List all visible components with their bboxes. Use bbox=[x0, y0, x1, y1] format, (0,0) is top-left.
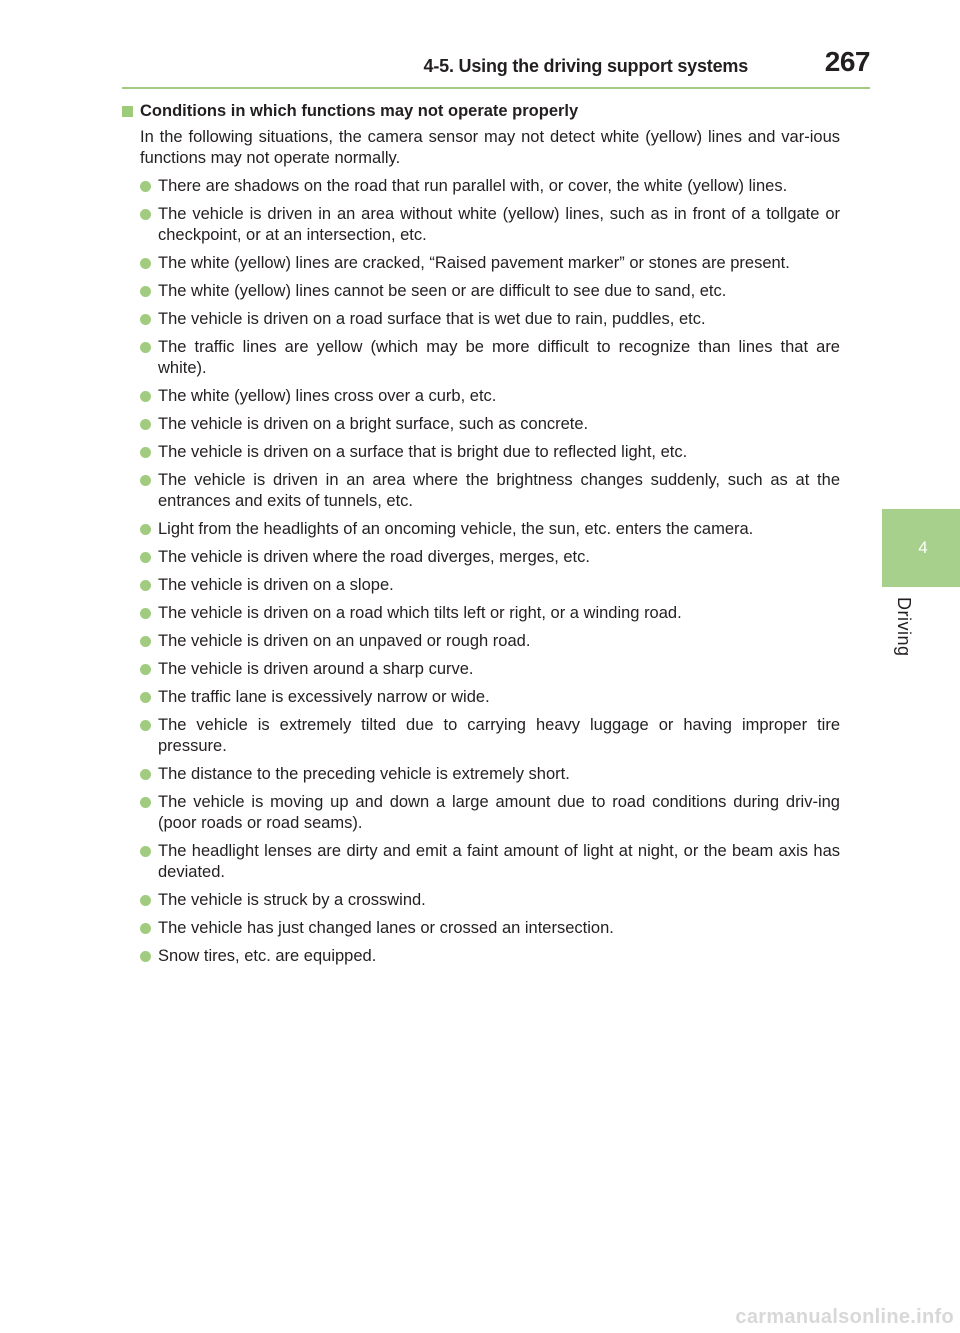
page-number: 267 bbox=[824, 46, 870, 77]
list-item-text: The vehicle is driven on a road which tilts left or right, or a winding road. bbox=[158, 604, 682, 622]
list-item-text: The vehicle is driven on a slope. bbox=[158, 576, 394, 594]
square-bullet-icon bbox=[122, 106, 133, 117]
list-item-text: The distance to the preceding vehicle is extremely short. bbox=[158, 765, 570, 783]
list-item bbox=[122, 764, 840, 785]
list-item bbox=[122, 470, 840, 512]
list-item-text: There are shadows on the road that run parallel with, or cover, the white (yellow) lines. bbox=[158, 177, 788, 195]
list-item bbox=[122, 918, 840, 939]
round-bullet-icon bbox=[140, 636, 151, 647]
list-item bbox=[122, 176, 840, 197]
list-item-text: The vehicle is driven on a road surface that is wet due to rain, puddles, etc. bbox=[158, 310, 706, 328]
round-bullet-icon bbox=[140, 286, 151, 297]
list-item bbox=[122, 659, 840, 680]
round-bullet-icon bbox=[140, 664, 151, 675]
round-bullet-icon bbox=[140, 608, 151, 619]
list-item-text: The vehicle is extremely tilted due to carrying heavy luggage or having improper tire pressure. bbox=[158, 716, 840, 755]
list-item-text: Snow tires, etc. are equipped. bbox=[158, 947, 377, 965]
list-item-text: The vehicle is moving up and down a large amount due to road conditions during driv-ing (poor roads or road seams). bbox=[158, 793, 840, 832]
list-item-text: The vehicle is driven where the road diverges, merges, etc. bbox=[158, 548, 590, 566]
round-bullet-icon bbox=[140, 720, 151, 731]
list-item-text: The vehicle is driven on an unpaved or rough road. bbox=[158, 632, 531, 650]
list-item bbox=[122, 442, 840, 463]
list-item-text: The headlight lenses are dirty and emit a faint amount of light at night, or the beam axis has deviated. bbox=[158, 842, 840, 881]
list-item-text: The traffic lines are yellow (which may be more difficult to recognize than lines that are white). bbox=[158, 338, 840, 377]
round-bullet-icon bbox=[140, 769, 151, 780]
round-bullet-icon bbox=[140, 342, 151, 353]
round-bullet-icon bbox=[140, 692, 151, 703]
round-bullet-icon bbox=[140, 258, 151, 269]
list-item-text: The traffic lane is excessively narrow or wide. bbox=[158, 688, 490, 706]
list-item bbox=[122, 631, 840, 652]
list-item-text: The white (yellow) lines are cracked, “Raised pavement marker” or stones are present. bbox=[158, 254, 790, 272]
chapter-label: Driving bbox=[894, 597, 914, 657]
section-heading-text: Conditions in which functions may not operate properly bbox=[140, 102, 579, 120]
round-bullet-icon bbox=[140, 314, 151, 325]
list-item bbox=[122, 603, 840, 624]
list-item bbox=[122, 253, 840, 274]
list-item bbox=[122, 841, 840, 883]
list-item bbox=[122, 687, 840, 708]
round-bullet-icon bbox=[140, 797, 151, 808]
list-item bbox=[122, 715, 840, 757]
round-bullet-icon bbox=[140, 419, 151, 430]
list-item-text: The vehicle is struck by a crosswind. bbox=[158, 891, 426, 909]
list-item-text: The vehicle is driven around a sharp curve. bbox=[158, 660, 474, 678]
list-item bbox=[122, 519, 840, 540]
chapter-tab bbox=[882, 509, 960, 587]
header-divider bbox=[122, 87, 870, 89]
list-item-text: The vehicle is driven on a surface that is bright due to reflected light, etc. bbox=[158, 443, 688, 461]
watermark: carmanualsonline.info bbox=[735, 1306, 954, 1328]
list-item-text: The vehicle is driven on a bright surface, such as concrete. bbox=[158, 415, 589, 433]
list-item bbox=[122, 337, 840, 379]
list-item-text: The white (yellow) lines cannot be seen or are difficult to see due to sand, etc. bbox=[158, 282, 727, 300]
list-item bbox=[122, 946, 840, 967]
list-item-text: Light from the headlights of an oncoming vehicle, the sun, etc. enters the camera. bbox=[158, 520, 754, 538]
round-bullet-icon bbox=[140, 524, 151, 535]
list-item-text: The vehicle is driven in an area where the brightness changes suddenly, such as at the entrances and exits of tunnels, etc. bbox=[158, 471, 840, 510]
round-bullet-icon bbox=[140, 895, 151, 906]
list-item bbox=[122, 281, 840, 302]
chapter-number: 4 bbox=[918, 538, 928, 557]
list-item bbox=[122, 890, 840, 911]
page-content bbox=[122, 99, 840, 974]
list-item bbox=[122, 547, 840, 568]
list-item bbox=[122, 414, 840, 435]
round-bullet-icon bbox=[140, 447, 151, 458]
condition-list bbox=[122, 176, 840, 967]
round-bullet-icon bbox=[140, 181, 151, 192]
round-bullet-icon bbox=[140, 846, 151, 857]
list-item bbox=[122, 575, 840, 596]
round-bullet-icon bbox=[140, 580, 151, 591]
list-item bbox=[122, 204, 840, 246]
list-item bbox=[122, 309, 840, 330]
page-header bbox=[0, 0, 960, 90]
section-title: 4-5. Using the driving support systems bbox=[423, 56, 748, 76]
list-item-text: The white (yellow) lines cross over a curb, etc. bbox=[158, 387, 497, 405]
round-bullet-icon bbox=[140, 391, 151, 402]
round-bullet-icon bbox=[140, 951, 151, 962]
section-heading bbox=[122, 99, 840, 123]
intro-paragraph: In the following situations, the camera sensor may not detect white (yellow) lines and var-ious functions may not operate normally. bbox=[140, 128, 840, 167]
list-item bbox=[122, 792, 840, 834]
list-item-text: The vehicle has just changed lanes or crossed an intersection. bbox=[158, 919, 614, 937]
list-item-text: The vehicle is driven in an area without white (yellow) lines, such as in front of a tollgate or checkpoint, or at an intersection, etc. bbox=[158, 205, 840, 244]
round-bullet-icon bbox=[140, 209, 151, 220]
list-item bbox=[122, 386, 840, 407]
round-bullet-icon bbox=[140, 475, 151, 486]
round-bullet-icon bbox=[140, 552, 151, 563]
round-bullet-icon bbox=[140, 923, 151, 934]
